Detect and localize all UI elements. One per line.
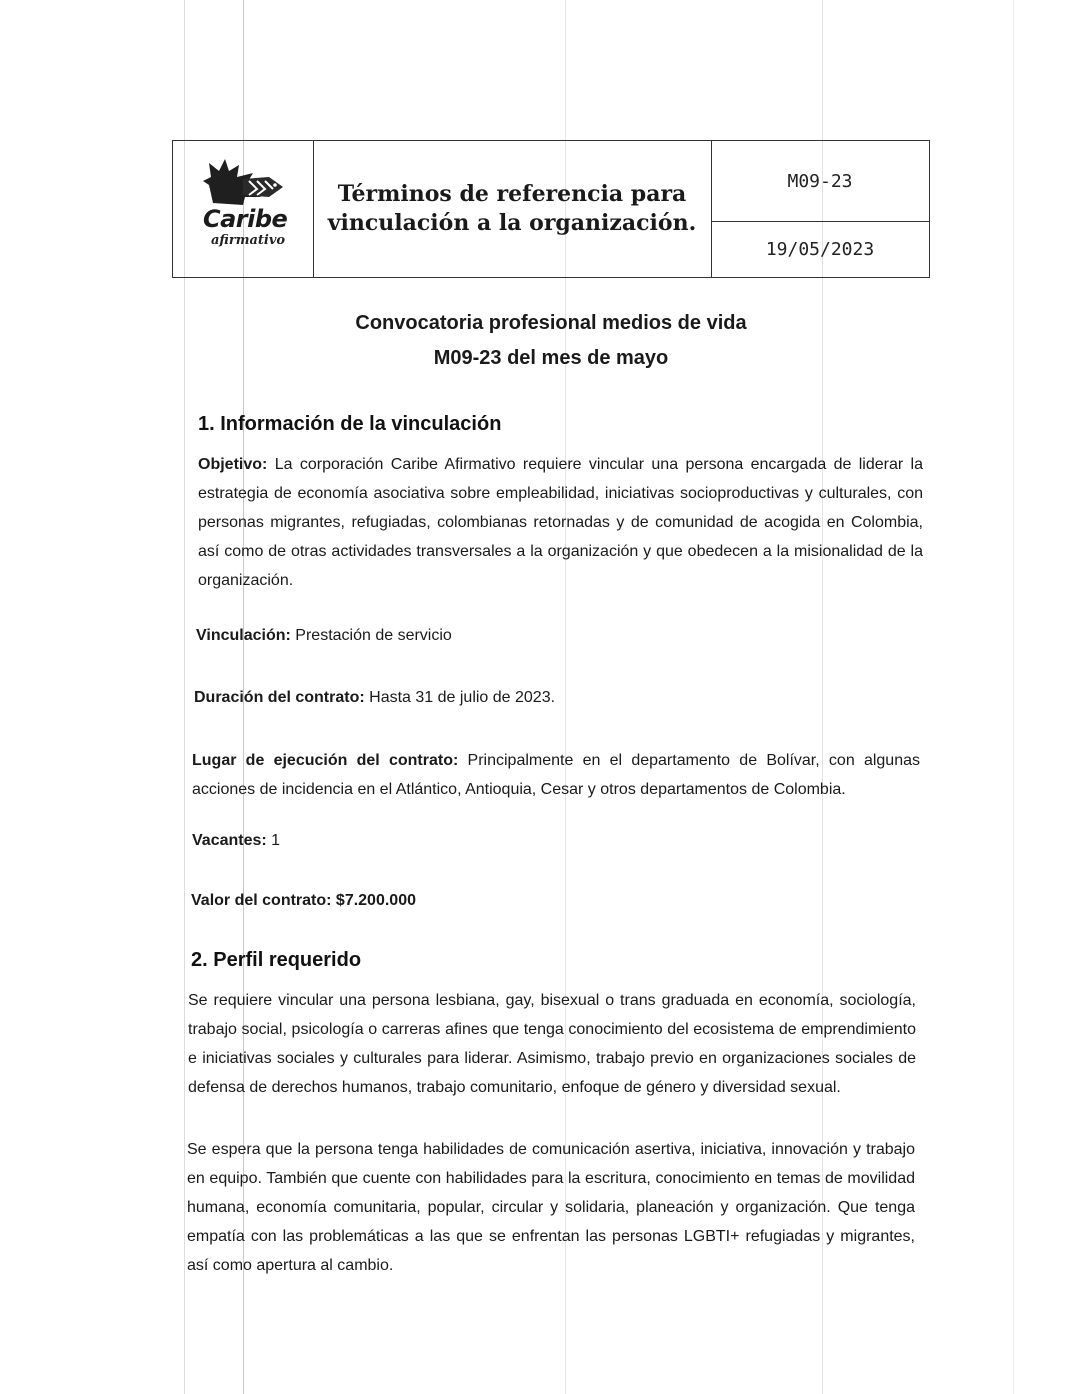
- vacantes-field: [192, 826, 280, 855]
- document-title-line2: vinculación a la organización.: [327, 210, 697, 236]
- document-code-cell: [711, 141, 929, 222]
- convocatoria-title-line2: M09-23 del mes de mayo: [433, 347, 669, 369]
- objetivo-text: La corporación Caribe Afirmativo requiere vincular una persona encargada de liderar la estrategia de economía asociativa sobre empleabilidad, iniciativas socioproductivas y culturales, con personas migrantes, refugiadas, colombianas retornadas y de comunidad de acogida en Colombia, así como de otras actividades transversales a la organización y que obedecen a la misionalidad de la organización.: [198, 456, 923, 589]
- convocatoria-title-line1: Convocatoria profesional medios de vida: [355, 312, 747, 334]
- objetivo-paragraph: [198, 450, 923, 595]
- header-title-cell: [313, 141, 712, 277]
- scan-artifact-line: [1013, 0, 1014, 1394]
- vinculacion-value: Prestación de servicio: [290, 627, 452, 644]
- document-date-cell: [711, 221, 929, 277]
- perfil-paragraph-2: Se espera que la persona tenga habilidades de comunicación asertiva, iniciativa, innovación y trabajo en equipo. También que cuente con habilidades para la escritura, conocimiento en temas de movilidad humana, economía comunitaria, popular, circular y solidaria, planeación y organización. Que tenga empatía con las problemáticas a las que se enfrentan las personas LGBTI+ refugiadas y migrantes, así como apertura al cambio.: [187, 1141, 915, 1274]
- document-title-line1: Términos de referencia para: [337, 181, 687, 207]
- caribe-logo-icon: [199, 155, 285, 207]
- logo-name: Caribe: [203, 205, 288, 233]
- document-header: [172, 140, 930, 278]
- vinculacion-label: Vinculación:: [196, 627, 291, 644]
- lugar-value: Principalmente en el departamento de Bolívar, con algunas acciones de incidencia en el Atlántico, Antioquia, Cesar y otros departamentos de Colombia.: [192, 752, 920, 798]
- lugar-paragraph: [192, 746, 920, 804]
- document-date: 19/05/2023: [765, 238, 875, 260]
- section2-heading: 2. Perfil requerido: [191, 949, 362, 971]
- objetivo-label: Objetivo:: [198, 456, 268, 473]
- valor-label: Valor del contrato:: [191, 892, 332, 909]
- perfil-paragraph-1: Se requiere vincular una persona lesbiana, gay, bisexual o trans graduada en economía, sociología, trabajo social, psicología o carreras afines que tenga conocimiento del ecosistema de emprendimiento e iniciativas sociales y culturales para liderar. Asimismo, trabajo previo en organizaciones sociales de defensa de derechos humanos, trabajo comunitario, enfoque de género y diversidad sexual.: [188, 992, 916, 1096]
- logo-subtitle: afirmativo: [211, 233, 286, 248]
- duracion-label: Duración del contrato:: [194, 689, 365, 706]
- duracion-value: Hasta 31 de julio de 2023.: [364, 689, 556, 706]
- vacantes-label: Vacantes:: [192, 832, 267, 849]
- vacantes-value: 1: [266, 832, 281, 849]
- valor-value: $7.200.000: [331, 892, 416, 909]
- logo-cell: [173, 141, 314, 277]
- document-code: M09-23: [787, 170, 853, 192]
- lugar-label: Lugar de ejecución del contrato:: [192, 752, 459, 769]
- valor-field: [191, 886, 416, 915]
- document-title: [328, 180, 697, 238]
- vinculacion-field: [196, 621, 452, 650]
- section1-heading: 1. Información de la vinculación: [198, 413, 502, 435]
- duracion-field: [194, 683, 555, 712]
